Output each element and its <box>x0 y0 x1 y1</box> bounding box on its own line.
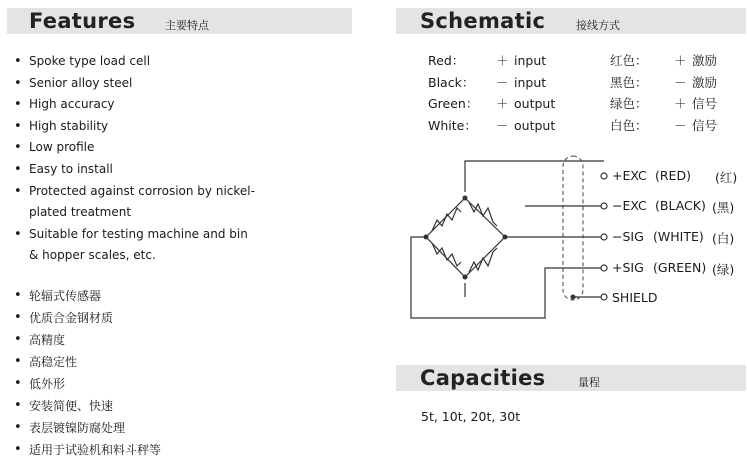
feature-item: • Senior alloy steel <box>14 73 344 95</box>
feature-line: Suitable for testing machine and bin <box>29 226 248 241</box>
wire-function-cn: 激励 <box>692 74 718 90</box>
terminal-exc-plus <box>601 173 607 179</box>
node-shield <box>571 295 576 300</box>
resistor-3 <box>432 243 461 266</box>
terminal-shield <box>601 294 607 300</box>
wire-color-en: White： <box>428 118 477 134</box>
terminal-label-sig: −EXC <box>612 198 647 213</box>
wire-color-en: Green： <box>428 96 479 112</box>
cable-shield <box>563 156 583 300</box>
terminal-label-cn: (黑) <box>712 200 735 215</box>
wire-sign-cn: ＋ <box>674 96 687 112</box>
feature-item-cn: • 表层镀镍防腐处理 <box>14 417 344 439</box>
terminal-label-shield: SHIELD <box>612 290 658 305</box>
terminal-label-color: (BLACK) <box>655 198 706 213</box>
node-right <box>503 235 508 240</box>
wire-color-cn: 黑色： <box>610 74 648 90</box>
wire-color-cn: 白色： <box>610 118 648 134</box>
wire-sign: － <box>496 118 509 134</box>
feature-item-cn: • 高稳定性 <box>14 351 344 373</box>
capacities-values: 5t, 10t, 20t, 30t <box>421 409 521 424</box>
wire-left <box>411 237 604 318</box>
wire-function-en: input <box>514 53 547 68</box>
node-bottom <box>463 275 468 280</box>
feature-line: Protected against corrosion by nickel- <box>29 183 255 198</box>
feature-item: • Low profile <box>14 137 344 159</box>
terminal-label-color: (WHITE) <box>653 229 704 244</box>
wire-function-en: output <box>514 96 556 112</box>
wire-sign-cn: － <box>674 74 687 90</box>
feature-item: • High accuracy <box>14 94 344 116</box>
terminal-label-color: (GREEN) <box>653 260 707 275</box>
resistor-1 <box>432 208 461 231</box>
node-left <box>424 235 429 240</box>
terminal-label-cn: (白) <box>712 231 735 246</box>
feature-item-cn: • 高精度 <box>14 329 344 351</box>
terminal-label-color: (RED) <box>655 168 691 183</box>
feature-item-cn: • 低外形 <box>14 373 344 395</box>
schematic-subtitle: 接线方式 <box>576 19 620 32</box>
wire-function-en: input <box>514 74 547 90</box>
terminal-label-sig: +EXC <box>612 168 647 183</box>
wire-color-en: Red： <box>428 53 465 68</box>
features-title: Features <box>29 9 136 33</box>
feature-line: plated treatment <box>29 205 132 220</box>
terminal-sig-minus <box>601 234 607 240</box>
capacities-subtitle: 量程 <box>578 376 600 389</box>
wire-color-en: Black： <box>428 74 475 90</box>
terminal-sig-plus <box>601 265 607 271</box>
node-top <box>463 196 468 201</box>
terminal-label-cn: (绿) <box>712 262 735 277</box>
capacities-title: Capacities <box>420 366 546 390</box>
wire-sign: ＋ <box>496 53 509 68</box>
wire-function-en: output <box>514 118 556 134</box>
features-subtitle: 主要特点 <box>165 19 209 32</box>
feature-item: • Easy to install <box>14 159 344 181</box>
wire-sign: － <box>496 74 509 90</box>
wire-color-cn: 绿色： <box>610 96 648 112</box>
feature-item: • Spoke type load cell <box>14 51 344 73</box>
wire-sign-cn: － <box>674 118 687 134</box>
capacities-header <box>396 365 746 391</box>
feature-line: & hopper scales, etc. <box>29 248 156 263</box>
wire-function-cn: 信号 <box>692 118 718 134</box>
terminal-label-sig: −SIG <box>612 229 644 244</box>
wire-sign: ＋ <box>496 96 509 112</box>
bridge-diamond <box>426 198 505 277</box>
wire-color-cn: 红色： <box>610 53 648 68</box>
wire-function-cn: 信号 <box>692 96 718 112</box>
schematic-title: Schematic <box>420 9 546 33</box>
terminal-label-sig: +SIG <box>612 260 644 275</box>
wire-sign-cn: ＋ <box>674 53 687 68</box>
feature-item-cn: • 优质合金钢材质 <box>14 307 344 329</box>
wire-function-cn: 激励 <box>692 53 718 68</box>
terminal-exc-minus <box>601 203 607 209</box>
terminal-label-cn: (红) <box>715 170 738 185</box>
feature-item-cn: • 安装简便、快速 <box>14 395 344 417</box>
feature-item-cn: • 轮辐式传感器 <box>14 285 344 307</box>
feature-item: • High stability <box>14 116 344 138</box>
feature-item-cn: • 适用于试验机和料斗秤等 <box>14 439 344 461</box>
